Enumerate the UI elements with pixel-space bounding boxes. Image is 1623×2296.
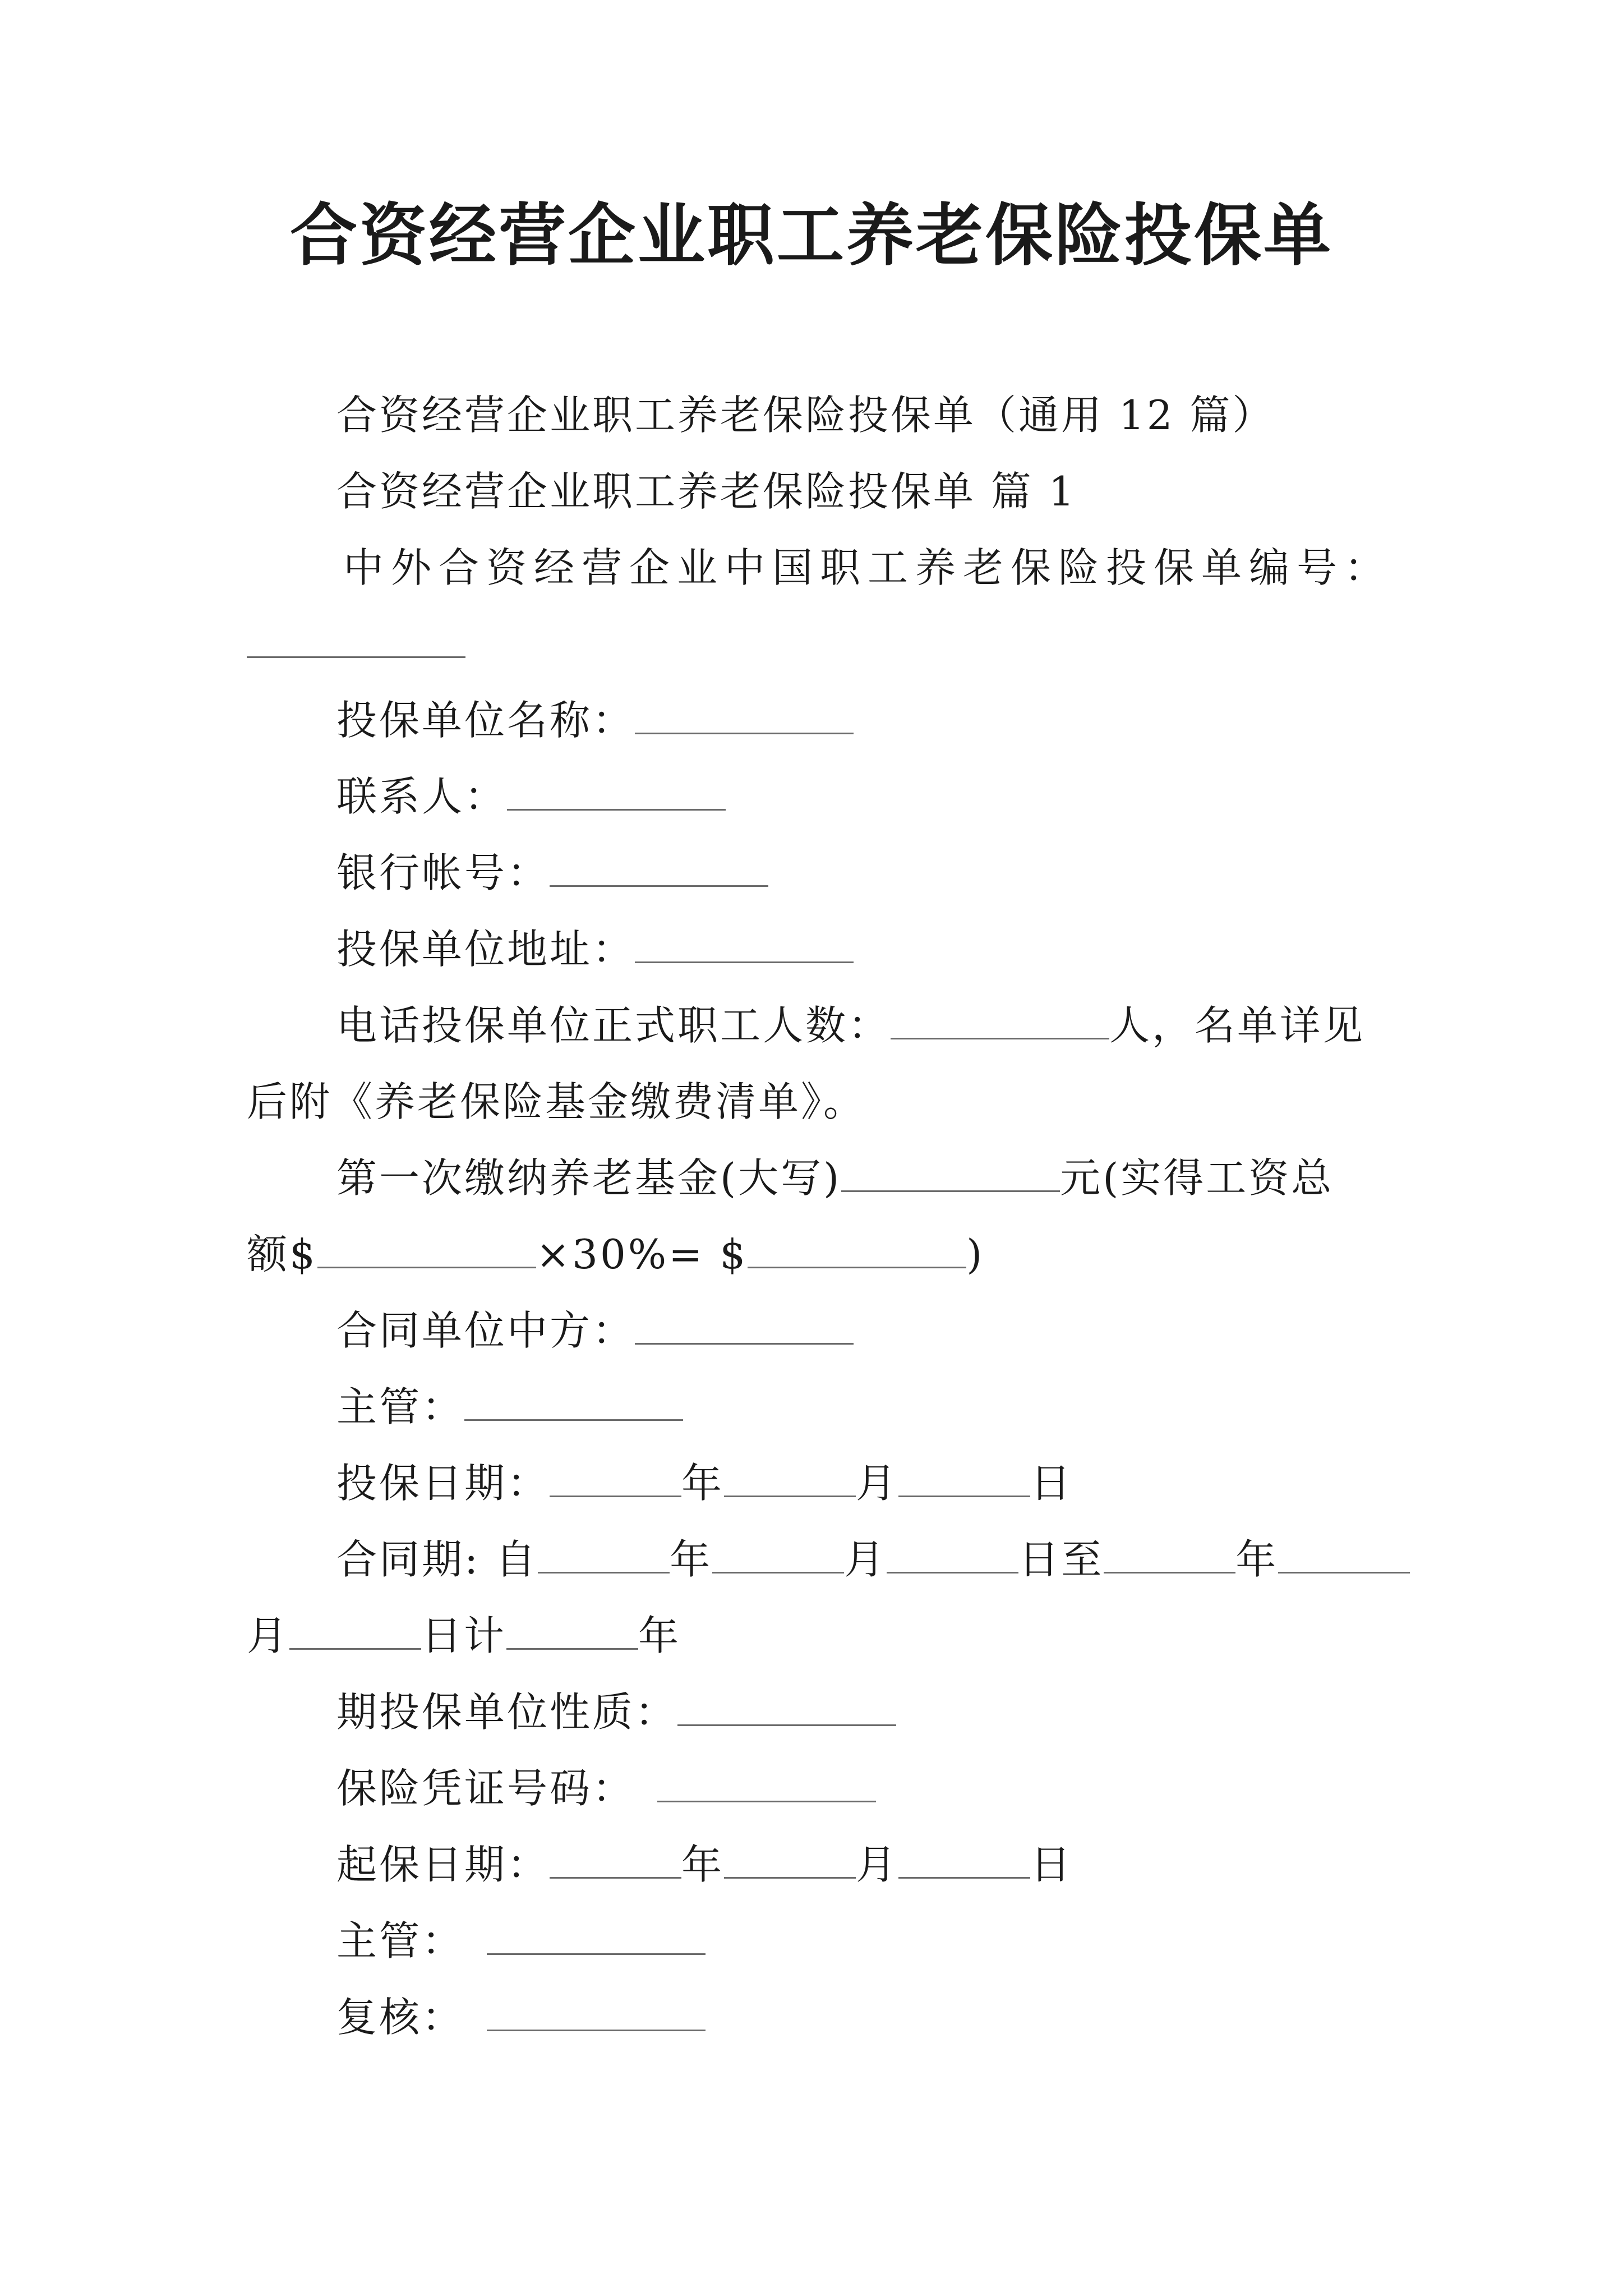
unit-name-label: 投保单位名称： — [336, 697, 635, 744]
contract-unit-row — [336, 1303, 854, 1359]
staff-count-blank[interactable] — [891, 1004, 1109, 1039]
day-label: 日 — [1030, 1841, 1073, 1888]
start-date-row — [336, 1837, 1073, 1893]
formula-rate: ×30%= $ — [536, 1231, 748, 1278]
month-label: 月 — [856, 1841, 899, 1888]
review-row — [336, 1989, 706, 2045]
start-day-blank[interactable] — [898, 1843, 1030, 1879]
supervisor-label-2: 主管： — [336, 1917, 465, 1964]
contract-unit-blank[interactable] — [635, 1309, 854, 1345]
staff-count-row — [336, 997, 1365, 1053]
year-label: 年 — [670, 1536, 713, 1583]
year-label: 年 — [681, 1841, 725, 1888]
cert-number-row — [336, 1760, 876, 1816]
review-blank[interactable] — [487, 1996, 706, 2031]
review-label: 复核： — [336, 1994, 465, 2041]
period-from-year-blank[interactable] — [538, 1538, 670, 1573]
unit-address-label: 投保单位地址： — [336, 926, 635, 973]
day-label: 日 — [1030, 1460, 1073, 1507]
page-title: 合资经营企业职工养老保险投保单 — [290, 196, 1333, 275]
period-total-blank[interactable] — [506, 1614, 638, 1650]
year-label: 年 — [681, 1460, 725, 1507]
contract-period-row-2 — [247, 1608, 681, 1664]
unit-name-row — [336, 692, 854, 748]
start-date-label: 起保日期： — [336, 1841, 550, 1888]
unit-name-blank[interactable] — [635, 699, 854, 734]
cert-number-label: 保险凭证号码： — [336, 1765, 635, 1812]
period-to-day-blank[interactable] — [289, 1614, 421, 1650]
period-to-year-blank[interactable] — [1104, 1538, 1235, 1573]
unit-address-blank[interactable] — [635, 928, 854, 963]
first-payment-blank[interactable] — [841, 1157, 1060, 1192]
month-label: 月 — [844, 1536, 887, 1583]
month-label: 月 — [247, 1612, 290, 1659]
unit-nature-blank[interactable] — [677, 1691, 896, 1726]
supervisor-row-2 — [336, 1913, 706, 1969]
bank-account-label: 银行帐号： — [336, 849, 550, 896]
apply-day-blank[interactable] — [898, 1462, 1030, 1497]
day-to-label: 日至 — [1018, 1536, 1104, 1583]
contact-blank[interactable] — [507, 775, 726, 811]
unit-address-row — [336, 921, 854, 977]
contract-unit-label: 合同单位中方： — [336, 1307, 635, 1354]
cert-number-blank[interactable] — [657, 1767, 876, 1802]
first-payment-label: 第一次缴纳养老基金(大写) — [336, 1154, 842, 1202]
formula-result-blank[interactable] — [748, 1233, 966, 1268]
month-label: 月 — [856, 1460, 899, 1507]
period-to-month-blank[interactable] — [1278, 1538, 1410, 1573]
year-label: 年 — [1235, 1536, 1279, 1583]
supervisor-blank-2[interactable] — [487, 1920, 706, 1955]
supervisor-row-1 — [336, 1379, 683, 1435]
apply-date-row — [336, 1455, 1073, 1511]
first-payment-unit: 元(实得工资总 — [1060, 1154, 1334, 1202]
day-total-label: 日计 — [421, 1612, 507, 1659]
start-month-blank[interactable] — [724, 1843, 856, 1879]
period-from-month-blank[interactable] — [712, 1538, 844, 1573]
bank-account-row — [336, 845, 768, 901]
start-year-blank[interactable] — [550, 1843, 681, 1879]
formula-close: ) — [966, 1231, 985, 1278]
bank-account-blank[interactable] — [550, 852, 768, 887]
number-label: 中外合资经营企业中国职工养老保险投保单编号： — [343, 544, 1393, 591]
unit-nature-row — [336, 1684, 896, 1740]
contract-period-label: 合同期: 自 — [336, 1536, 538, 1583]
formula-label: 额$ — [247, 1231, 317, 1278]
contact-label: 联系人： — [336, 773, 508, 820]
subtitle: 合资经营企业职工养老保险投保单（通用 12 篇） — [336, 392, 1275, 439]
section-heading: 合资经营企业职工养老保险投保单 篇 1 — [336, 468, 1077, 515]
salary-total-blank[interactable] — [317, 1233, 536, 1268]
supervisor-label-1: 主管： — [336, 1383, 465, 1430]
period-from-day-blank[interactable] — [887, 1538, 1018, 1573]
first-payment-formula — [247, 1226, 984, 1282]
apply-month-blank[interactable] — [724, 1462, 856, 1497]
staff-count-suffix: 人，名单详见 — [1109, 1002, 1366, 1049]
staff-count-label: 电话投保单位正式职工人数： — [336, 1002, 891, 1049]
first-payment-row — [336, 1150, 1334, 1206]
staff-list-note: 后附《养老保险基金缴费清单》。 — [247, 1078, 866, 1125]
apply-date-label: 投保日期： — [336, 1460, 550, 1507]
contract-period-row — [336, 1531, 1410, 1588]
year-label: 年 — [638, 1612, 681, 1659]
apply-year-blank[interactable] — [550, 1462, 681, 1497]
unit-nature-label: 期投保单位性质： — [336, 1688, 678, 1736]
supervisor-blank-1[interactable] — [464, 1386, 683, 1421]
contact-row — [336, 769, 726, 825]
number-field-line — [247, 616, 465, 672]
number-blank[interactable] — [247, 623, 465, 658]
